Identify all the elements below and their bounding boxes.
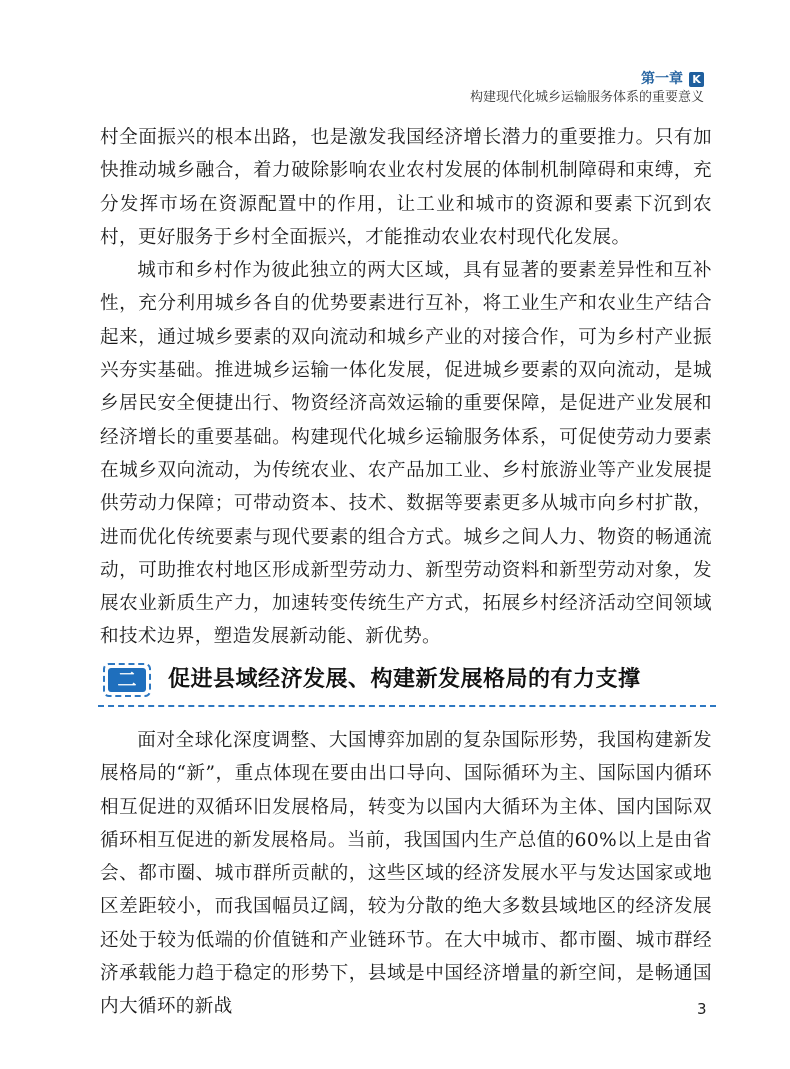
section-number: 二 [108,668,146,692]
page-number: 3 [697,1000,707,1018]
chapter-subtitle: 构建现代化城乡运输服务体系的重要意义 [469,90,704,105]
section-number-badge [103,663,151,697]
chapter-label: 第一章 [641,71,683,87]
running-header [470,70,704,107]
section-heading [98,660,716,707]
chapter-marker-icon: K [689,72,704,87]
body-text-top [100,121,712,654]
body-text-bottom [100,724,712,1024]
chapter-line [470,70,704,88]
paragraph: 村全面振兴的根本出路，也是激发我国经济增长潜力的重要推力。只有加快推动城乡融合，着力破除影响农业农村发展的体制机制障碍和束缚，充分发挥市场在资源配置中的作用，让工业和城市的资源和要素下沉到农村，更好服务于乡村全面振兴，才能推动农业农村现代化发展。 [100,127,712,248]
section-title: 促进县域经济发展、构建新发展格局的有力支撑 [168,667,641,692]
paragraph: 城市和乡村作为彼此独立的两大区域，具有显著的要素差异性和互补性，充分利用城乡各自的优势要素进行互补，将工业生产和农业生产结合起来，通过城乡要素的双向流动和城乡产业的对接合作，可为乡村产业振兴夯实基础。推进城乡运输一体化发展，促进城乡要素的双向流动，是城乡居民安全便捷出行、物资经济高效运输的重要保障，是促进产业发展和经济增长的重要基础。构建现代化城乡运输服务体系，可促使劳动力要素在城乡双向流动，为传统农业、农产品加工业、乡村旅游业等产业发展提供劳动力保障；可带动资本、技术、数据等要素更多从城市向乡村扩散，进而优化传统要素与现代要素的组合方式。城乡之间人力、物资的畅通流动，可助推农村地区形成新型劳动力、新型劳动资料和新型劳动对象，发展农业新质生产力，加速转变传统生产方式，拓展乡村经济活动空间领域和技术边界，塑造发展新动能、新优势。 [100,260,712,648]
paragraph: 面对全球化深度调整、大国博弈加剧的复杂国际形势，我国构建新发展格局的“新”，重点体现在要由出口导向、国际循环为主、国际国内循环相互促进的双循环旧发展格局，转变为以国内大循环为主体、国内国际双循环相互促进的新发展格局。当前，我国国内生产总值的60%以上是由省会、都市圈、城市群所贡献的，这些区域的经济发展水平与发达国家或地区差距较小，而我国幅员辽阔，较为分散的绝大多数县域地区的经济发展还处于较为低端的价值链和产业链环节。在大中城市、都市圈、城市群经济承载能力趋于稳定的形势下，县域是中国经济增量的新空间，是畅通国内大循环的新战 [100,730,712,1018]
